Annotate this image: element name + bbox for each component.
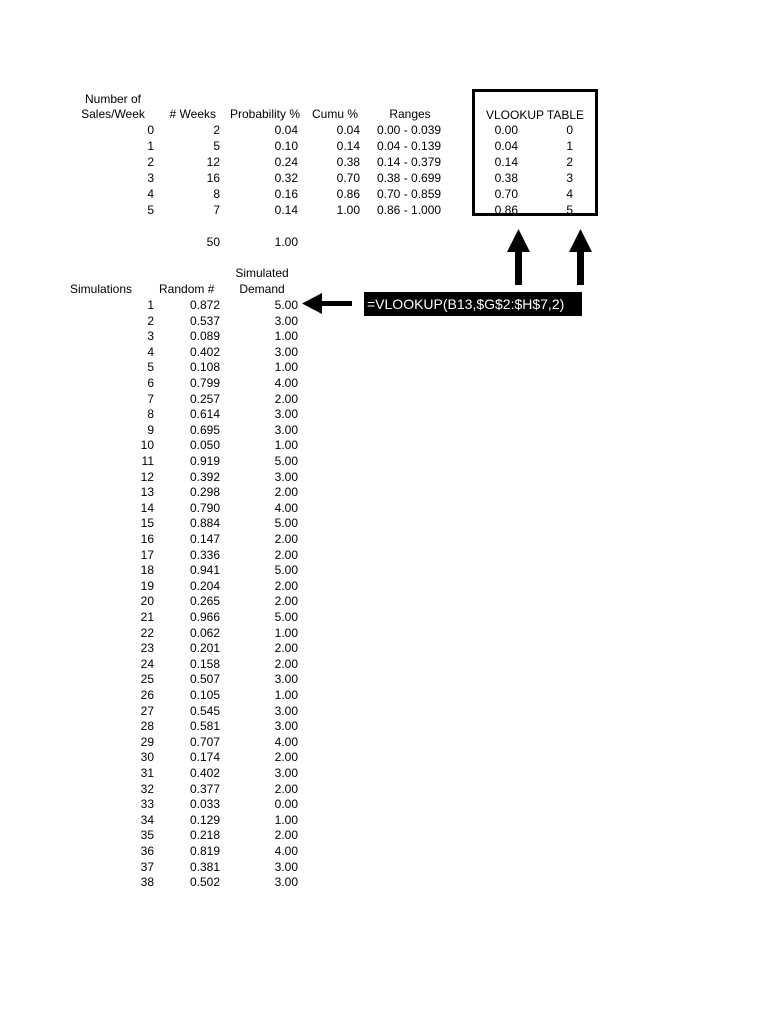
cell-simulated-demand: 1.00 bbox=[274, 329, 298, 344]
table-row bbox=[0, 360, 768, 375]
cell-random-number: 0.381 bbox=[189, 859, 220, 874]
cell-simulation-number: 1 bbox=[147, 298, 154, 312]
cell-simulated-demand: 3.00 bbox=[274, 407, 298, 422]
cell-simulation-number: 11 bbox=[141, 454, 154, 468]
header-probability: Probability % bbox=[229, 107, 300, 121]
cell-simulated-demand: 4.00 bbox=[274, 734, 298, 749]
vlookup-value: 3 bbox=[566, 171, 573, 185]
cell-weeks: 8 bbox=[213, 187, 220, 201]
formula-callout: =VLOOKUP(B13,$G$2:$H$7,2) bbox=[364, 292, 582, 316]
cell-random-number: 0.033 bbox=[189, 797, 220, 812]
arrow-up-icon bbox=[507, 229, 530, 285]
cell-random-number: 0.941 bbox=[189, 563, 220, 578]
total-probability: 1.00 bbox=[274, 235, 298, 249]
cell-simulation-number: 35 bbox=[140, 828, 154, 843]
cell-cumu: 0.04 bbox=[336, 123, 360, 137]
table-row bbox=[0, 516, 768, 531]
cell-random-number: 0.336 bbox=[189, 547, 220, 562]
cell-simulated-demand: 3.00 bbox=[274, 703, 298, 718]
cell-random-number: 0.507 bbox=[189, 672, 220, 687]
cell-simulated-demand: 4.00 bbox=[274, 500, 298, 515]
cell-random-number: 0.204 bbox=[189, 578, 220, 593]
table-row bbox=[0, 407, 768, 422]
cell-probability: 0.04 bbox=[274, 123, 298, 137]
cell-weeks: 5 bbox=[213, 139, 220, 153]
cell-simulated-demand: 2.00 bbox=[274, 750, 298, 765]
cell-range: 0.14 - 0.379 bbox=[377, 155, 442, 169]
header-demand-line1: Simulated bbox=[235, 266, 289, 280]
cell-simulated-demand: 2.00 bbox=[274, 828, 298, 843]
cell-random-number: 0.799 bbox=[189, 376, 220, 390]
table-row bbox=[0, 719, 768, 734]
table-row bbox=[0, 672, 768, 687]
cell-simulated-demand: 3.00 bbox=[274, 422, 298, 437]
cell-probability: 0.24 bbox=[274, 155, 298, 169]
cell-simulation-number: 33 bbox=[140, 797, 154, 812]
cell-sales: 1 bbox=[147, 139, 154, 153]
cell-random-number: 0.158 bbox=[189, 656, 220, 671]
header-cumu: Cumu % bbox=[311, 107, 358, 121]
cell-random-number: 0.062 bbox=[189, 625, 220, 640]
cell-random-number: 0.392 bbox=[189, 469, 220, 484]
cell-random-number: 0.790 bbox=[189, 500, 220, 515]
cell-sales: 3 bbox=[147, 171, 154, 185]
vlookup-key: 0.14 bbox=[494, 155, 518, 169]
cell-simulation-number: 6 bbox=[147, 376, 154, 390]
header-simulations: Simulations bbox=[70, 282, 133, 296]
table-row bbox=[0, 563, 768, 578]
vlookup-value: 1 bbox=[566, 139, 573, 153]
header-ranges: Ranges bbox=[389, 107, 431, 121]
table-row bbox=[0, 657, 768, 672]
cell-simulated-demand: 3.00 bbox=[274, 766, 298, 780]
cell-simulation-number: 2 bbox=[147, 313, 154, 328]
cell-simulated-demand: 3.00 bbox=[274, 313, 298, 328]
cell-simulation-number: 27 bbox=[140, 703, 154, 718]
cell-sales: 5 bbox=[147, 203, 154, 217]
cell-random-number: 0.919 bbox=[189, 454, 220, 468]
cell-simulation-number: 3 bbox=[147, 329, 154, 344]
table-row bbox=[0, 641, 768, 656]
cell-simulation-number: 12 bbox=[140, 469, 154, 484]
cell-simulation-number: 8 bbox=[147, 407, 154, 422]
cell-random-number: 0.502 bbox=[189, 875, 220, 890]
cell-simulated-demand: 2.00 bbox=[274, 578, 298, 593]
cell-random-number: 0.108 bbox=[189, 360, 220, 375]
table-row bbox=[0, 548, 768, 563]
cell-simulation-number: 9 bbox=[147, 422, 154, 437]
cell-simulation-number: 22 bbox=[140, 625, 154, 640]
header-sales-line2: Sales/Week bbox=[81, 107, 145, 121]
cell-simulation-number: 31 bbox=[140, 766, 154, 780]
cell-simulated-demand: 2.00 bbox=[274, 594, 298, 609]
cell-simulated-demand: 1.00 bbox=[274, 812, 298, 827]
cell-simulated-demand: 5.00 bbox=[274, 298, 298, 312]
vlookup-value: 2 bbox=[566, 155, 573, 169]
cell-sales: 4 bbox=[147, 187, 154, 201]
table-row bbox=[0, 704, 768, 719]
cell-simulated-demand: 3.00 bbox=[274, 672, 298, 687]
cell-simulation-number: 21 bbox=[140, 610, 154, 624]
cell-random-number: 0.614 bbox=[189, 407, 220, 422]
cell-simulation-number: 36 bbox=[140, 844, 154, 858]
table-row bbox=[0, 454, 768, 469]
cell-simulated-demand: 4.00 bbox=[274, 376, 298, 390]
table-row bbox=[0, 750, 768, 765]
header-random: Random # bbox=[159, 282, 215, 296]
cell-simulation-number: 20 bbox=[140, 594, 154, 609]
cell-simulated-demand: 2.00 bbox=[274, 391, 298, 406]
cell-random-number: 0.050 bbox=[189, 438, 220, 453]
cell-random-number: 0.201 bbox=[189, 641, 220, 656]
cell-simulation-number: 5 bbox=[147, 360, 154, 375]
table-row bbox=[0, 688, 768, 703]
header-weeks: # Weeks bbox=[169, 107, 216, 121]
cell-simulation-number: 34 bbox=[140, 812, 154, 827]
cell-simulated-demand: 5.00 bbox=[274, 454, 298, 468]
cell-random-number: 0.537 bbox=[189, 313, 220, 328]
cell-probability: 0.16 bbox=[274, 187, 298, 201]
cell-simulated-demand: 1.00 bbox=[274, 688, 298, 702]
cell-random-number: 0.707 bbox=[189, 734, 220, 749]
cell-simulation-number: 4 bbox=[147, 344, 154, 359]
header-demand-line2: Demand bbox=[239, 282, 285, 296]
cell-simulation-number: 30 bbox=[140, 750, 154, 765]
cell-simulated-demand: 2.00 bbox=[274, 656, 298, 671]
table-row bbox=[0, 345, 768, 360]
cell-random-number: 0.265 bbox=[189, 594, 220, 609]
cell-random-number: 0.105 bbox=[189, 688, 220, 702]
table-row bbox=[0, 392, 768, 407]
vlookup-value: 0 bbox=[566, 123, 573, 137]
cell-weeks: 16 bbox=[206, 171, 220, 185]
cell-simulated-demand: 5.00 bbox=[274, 610, 298, 624]
cell-simulation-number: 10 bbox=[140, 438, 154, 453]
cell-random-number: 0.257 bbox=[189, 391, 220, 406]
table-row bbox=[0, 844, 768, 859]
cell-simulation-number: 26 bbox=[140, 688, 154, 702]
cell-simulation-number: 37 bbox=[140, 859, 154, 874]
cell-simulated-demand: 3.00 bbox=[274, 469, 298, 484]
cell-simulated-demand: 5.00 bbox=[274, 563, 298, 578]
cell-random-number: 0.695 bbox=[189, 422, 220, 437]
cell-random-number: 0.174 bbox=[189, 750, 220, 765]
cell-simulation-number: 23 bbox=[140, 641, 154, 656]
cell-simulated-demand: 4.00 bbox=[274, 844, 298, 858]
table-row bbox=[0, 797, 768, 812]
cell-simulation-number: 24 bbox=[140, 656, 154, 671]
vlookup-key: 0.86 bbox=[494, 203, 518, 217]
cell-simulation-number: 19 bbox=[140, 578, 154, 593]
vlookup-key: 0.38 bbox=[494, 171, 518, 185]
cell-cumu: 0.70 bbox=[336, 171, 360, 185]
cell-simulation-number: 25 bbox=[140, 672, 154, 687]
cell-cumu: 0.14 bbox=[336, 139, 360, 153]
cell-simulation-number: 38 bbox=[140, 875, 154, 890]
arrow-up-icon bbox=[569, 229, 592, 285]
cell-random-number: 0.402 bbox=[189, 766, 220, 780]
cell-simulation-number: 14 bbox=[140, 500, 154, 515]
cell-simulated-demand: 3.00 bbox=[274, 875, 298, 890]
vlookup-value: 4 bbox=[566, 187, 573, 201]
table-row bbox=[0, 314, 768, 329]
vlookup-key: 0.70 bbox=[494, 187, 518, 201]
cell-simulation-number: 16 bbox=[140, 532, 154, 546]
header-sales-line1: Number of bbox=[84, 92, 142, 106]
cell-cumu: 0.38 bbox=[336, 155, 360, 169]
cell-simulation-number: 28 bbox=[140, 719, 154, 734]
cell-random-number: 0.089 bbox=[189, 329, 220, 344]
cell-simulated-demand: 3.00 bbox=[274, 859, 298, 874]
cell-sales: 0 bbox=[147, 123, 154, 137]
cell-weeks: 7 bbox=[213, 203, 220, 217]
cell-simulation-number: 32 bbox=[140, 781, 154, 796]
cell-simulated-demand: 3.00 bbox=[274, 344, 298, 359]
table-row bbox=[0, 813, 768, 828]
table-row bbox=[0, 875, 768, 890]
table-row bbox=[0, 626, 768, 641]
cell-range: 0.86 - 1.000 bbox=[377, 203, 442, 217]
cell-simulated-demand: 2.00 bbox=[274, 547, 298, 562]
table-row bbox=[0, 579, 768, 594]
table-row bbox=[0, 329, 768, 344]
cell-cumu: 1.00 bbox=[336, 203, 360, 217]
cell-random-number: 0.966 bbox=[189, 610, 220, 624]
cell-random-number: 0.402 bbox=[189, 344, 220, 359]
cell-simulation-number: 29 bbox=[140, 734, 154, 749]
vlookup-value: 5 bbox=[566, 203, 573, 217]
cell-weeks: 12 bbox=[206, 155, 220, 169]
table-row bbox=[0, 438, 768, 453]
table-row bbox=[0, 470, 768, 485]
cell-probability: 0.10 bbox=[274, 139, 298, 153]
cell-range: 0.70 - 0.859 bbox=[377, 187, 442, 201]
table-row bbox=[0, 485, 768, 500]
cell-random-number: 0.147 bbox=[189, 532, 220, 546]
table-row bbox=[0, 501, 768, 516]
cell-simulation-number: 17 bbox=[140, 547, 154, 562]
vlookup-key: 0.04 bbox=[494, 139, 518, 153]
cell-range: 0.38 - 0.699 bbox=[377, 171, 442, 185]
cell-simulated-demand: 2.00 bbox=[274, 532, 298, 546]
cell-random-number: 0.298 bbox=[189, 485, 220, 500]
table-row bbox=[0, 782, 768, 797]
table-row bbox=[0, 376, 768, 391]
cell-random-number: 0.581 bbox=[189, 719, 220, 734]
cell-random-number: 0.377 bbox=[189, 781, 220, 796]
cell-random-number: 0.884 bbox=[189, 516, 220, 531]
cell-probability: 0.32 bbox=[274, 171, 298, 185]
table-row bbox=[0, 860, 768, 875]
table-row bbox=[0, 610, 768, 625]
cell-cumu: 0.86 bbox=[336, 187, 360, 201]
total-weeks: 50 bbox=[206, 235, 220, 249]
cell-random-number: 0.545 bbox=[189, 703, 220, 718]
table-row bbox=[0, 828, 768, 843]
table-row bbox=[0, 735, 768, 750]
vlookup-key: 0.00 bbox=[494, 123, 518, 137]
vlookup-table-title: VLOOKUP TABLE bbox=[486, 108, 585, 122]
cell-random-number: 0.872 bbox=[189, 298, 220, 312]
cell-simulated-demand: 1.00 bbox=[274, 625, 298, 640]
cell-random-number: 0.819 bbox=[189, 844, 220, 858]
cell-simulated-demand: 2.00 bbox=[274, 485, 298, 500]
cell-simulated-demand: 0.00 bbox=[274, 797, 298, 812]
cell-simulated-demand: 3.00 bbox=[274, 719, 298, 734]
cell-random-number: 0.218 bbox=[189, 828, 220, 843]
table-row bbox=[0, 298, 768, 313]
table-row bbox=[0, 766, 768, 781]
cell-simulated-demand: 2.00 bbox=[274, 781, 298, 796]
cell-probability: 0.14 bbox=[274, 203, 298, 217]
cell-random-number: 0.129 bbox=[189, 812, 220, 827]
cell-simulated-demand: 1.00 bbox=[274, 438, 298, 453]
cell-sales: 2 bbox=[147, 155, 154, 169]
table-row bbox=[0, 532, 768, 547]
cell-weeks: 2 bbox=[213, 123, 220, 137]
cell-range: 0.04 - 0.139 bbox=[377, 139, 442, 153]
cell-simulated-demand: 5.00 bbox=[274, 516, 298, 531]
table-row bbox=[0, 423, 768, 438]
cell-simulation-number: 13 bbox=[140, 485, 154, 500]
cell-simulated-demand: 2.00 bbox=[274, 641, 298, 656]
table-row bbox=[0, 594, 768, 609]
cell-range: 0.00 - 0.039 bbox=[377, 123, 442, 137]
cell-simulated-demand: 1.00 bbox=[274, 360, 298, 375]
cell-simulation-number: 18 bbox=[140, 563, 154, 578]
cell-simulation-number: 7 bbox=[147, 391, 154, 406]
cell-simulation-number: 15 bbox=[140, 516, 154, 531]
